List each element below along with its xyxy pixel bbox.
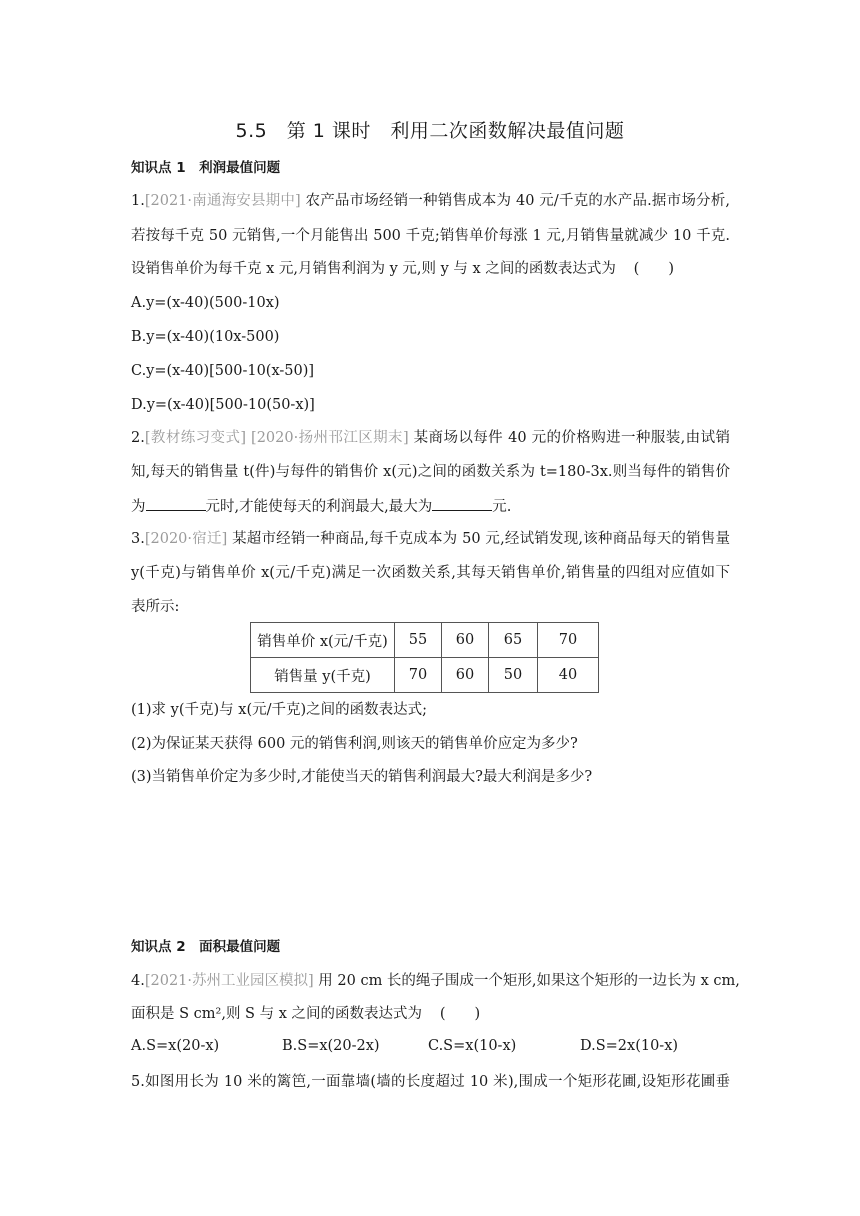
q4-line-2 — [131, 1004, 484, 1024]
table-row — [251, 658, 599, 693]
section-heading-2: 知识点 2 面积最值问题 — [131, 939, 281, 955]
q3-line-1 — [131, 529, 730, 549]
table-row — [251, 623, 599, 658]
q4-source: [2021·苏州工业园区模拟] — [144, 973, 314, 989]
q3-line-3: 表所示: — [131, 599, 180, 615]
q3-data-table — [250, 622, 599, 693]
table-cell: 50 — [489, 658, 538, 693]
q1-number: 1. — [131, 193, 145, 209]
q3-subquestion-1: (1)求 y(千克)与 x(元/千克)之间的函数表达式; — [131, 702, 428, 718]
q4-answer-paren: ( ) — [439, 1006, 481, 1022]
table-cell: 65 — [489, 623, 538, 658]
q3-number: 3. — [131, 531, 145, 547]
q4-number: 4. — [131, 973, 145, 989]
q2-text-3c: 元. — [492, 499, 512, 515]
q1-option-a: A.y=(x-40)(500-10x) — [131, 295, 280, 311]
q2-text-3a: 为 — [131, 499, 146, 515]
table-cell: 60 — [442, 658, 489, 693]
table-cell: 70 — [538, 623, 599, 658]
q2-source: [教材练习变式] [2020·扬州邗江区期末] — [144, 430, 409, 446]
q2-line-3 — [131, 496, 511, 517]
q4-text-1: 用 20 cm 长的绳子围成一个矩形,如果这个矩形的一边长为 x cm, — [313, 973, 740, 989]
table-cell: 60 — [442, 623, 489, 658]
q4-option-d: D.S=2x(10-x) — [580, 1038, 679, 1054]
table-cell: 70 — [395, 658, 442, 693]
q2-text-3b: 元时,才能使每天的利润最大,最大为 — [205, 499, 433, 515]
q4-line-1 — [131, 971, 740, 991]
q1-option-b: B.y=(x-40)(10x-500) — [131, 329, 280, 345]
q4-option-c: C.S=x(10-x) — [428, 1038, 517, 1054]
q3-subquestion-3: (3)当销售单价定为多少时,才能使当天的销售利润最大?最大利润是多少? — [131, 769, 593, 785]
q4-option-a: A.S=x(20-x) — [131, 1038, 220, 1054]
table-row-header-price: 销售单价 x(元/千克) — [251, 623, 395, 658]
q3-line-2: y(千克)与销售单价 x(元/千克)满足一次函数关系,其每天销售单价,销售量的四组对应值如下 — [131, 565, 730, 581]
q2-line-2: 知,每天的销售量 t(件)与每件的销售价 x(元)之间的函数关系为 t=180-3x.则当每件的销售价 — [131, 464, 730, 480]
q2-line-1 — [131, 428, 730, 448]
q1-option-c: C.y=(x-40)[500-10(x-50)] — [131, 363, 315, 379]
page-title: 5.5 第 1 课时 利用二次函数解决最值问题 — [235, 120, 625, 142]
q1-answer-paren: ( ) — [633, 261, 674, 277]
section-heading-1: 知识点 1 利润最值问题 — [131, 160, 281, 176]
q1-option-d: D.y=(x-40)[500-10(50-x)] — [131, 397, 315, 413]
q2-number: 2. — [131, 430, 145, 446]
q1-text-1: 农产品市场经销一种销售成本为 40 元/千克的水产品.据市场分析, — [300, 193, 730, 209]
q2-blank-profit[interactable] — [432, 496, 492, 511]
q1-line-2: 若按每千克 50 元销售,一个月能售出 500 千克;销售单价每涨 1 元,月销售量就减少 10 千克. — [131, 228, 730, 244]
q3-source: [2020·宿迁] — [144, 531, 228, 547]
q4-option-b: B.S=x(20-2x) — [282, 1038, 380, 1054]
q1-source: [2021·南通海安县期中] — [144, 193, 301, 209]
q2-text-1: 某商场以每件 40 元的价格购进一种服装,由试销 — [408, 430, 730, 446]
table-cell: 40 — [538, 658, 599, 693]
q3-text-1: 某超市经销一种商品,每千克成本为 50 元,经试销发现,该种商品每天的销售量 — [227, 531, 730, 547]
q2-blank-price[interactable] — [146, 496, 206, 511]
q4-text-2: 面积是 S cm²,则 S 与 x 之间的函数表达式为 — [131, 1006, 422, 1022]
table-cell: 55 — [395, 623, 442, 658]
q1-line-3 — [131, 259, 678, 279]
q3-subquestion-2: (2)为保证某天获得 600 元的销售利润,则该天的销售单价应定为多少? — [131, 736, 578, 752]
q1-text-3: 设销售单价为每千克 x 元,月销售利润为 y 元,则 y 与 x 之间的函数表达式为 — [131, 261, 616, 277]
q1-line-1 — [131, 191, 730, 211]
q5-line-1: 5.如图用长为 10 米的篱笆,一面靠墙(墙的长度超过 10 米),围成一个矩形花圃,设矩形花圃垂 — [131, 1074, 730, 1090]
table-row-header-quantity: 销售量 y(千克) — [251, 658, 395, 693]
